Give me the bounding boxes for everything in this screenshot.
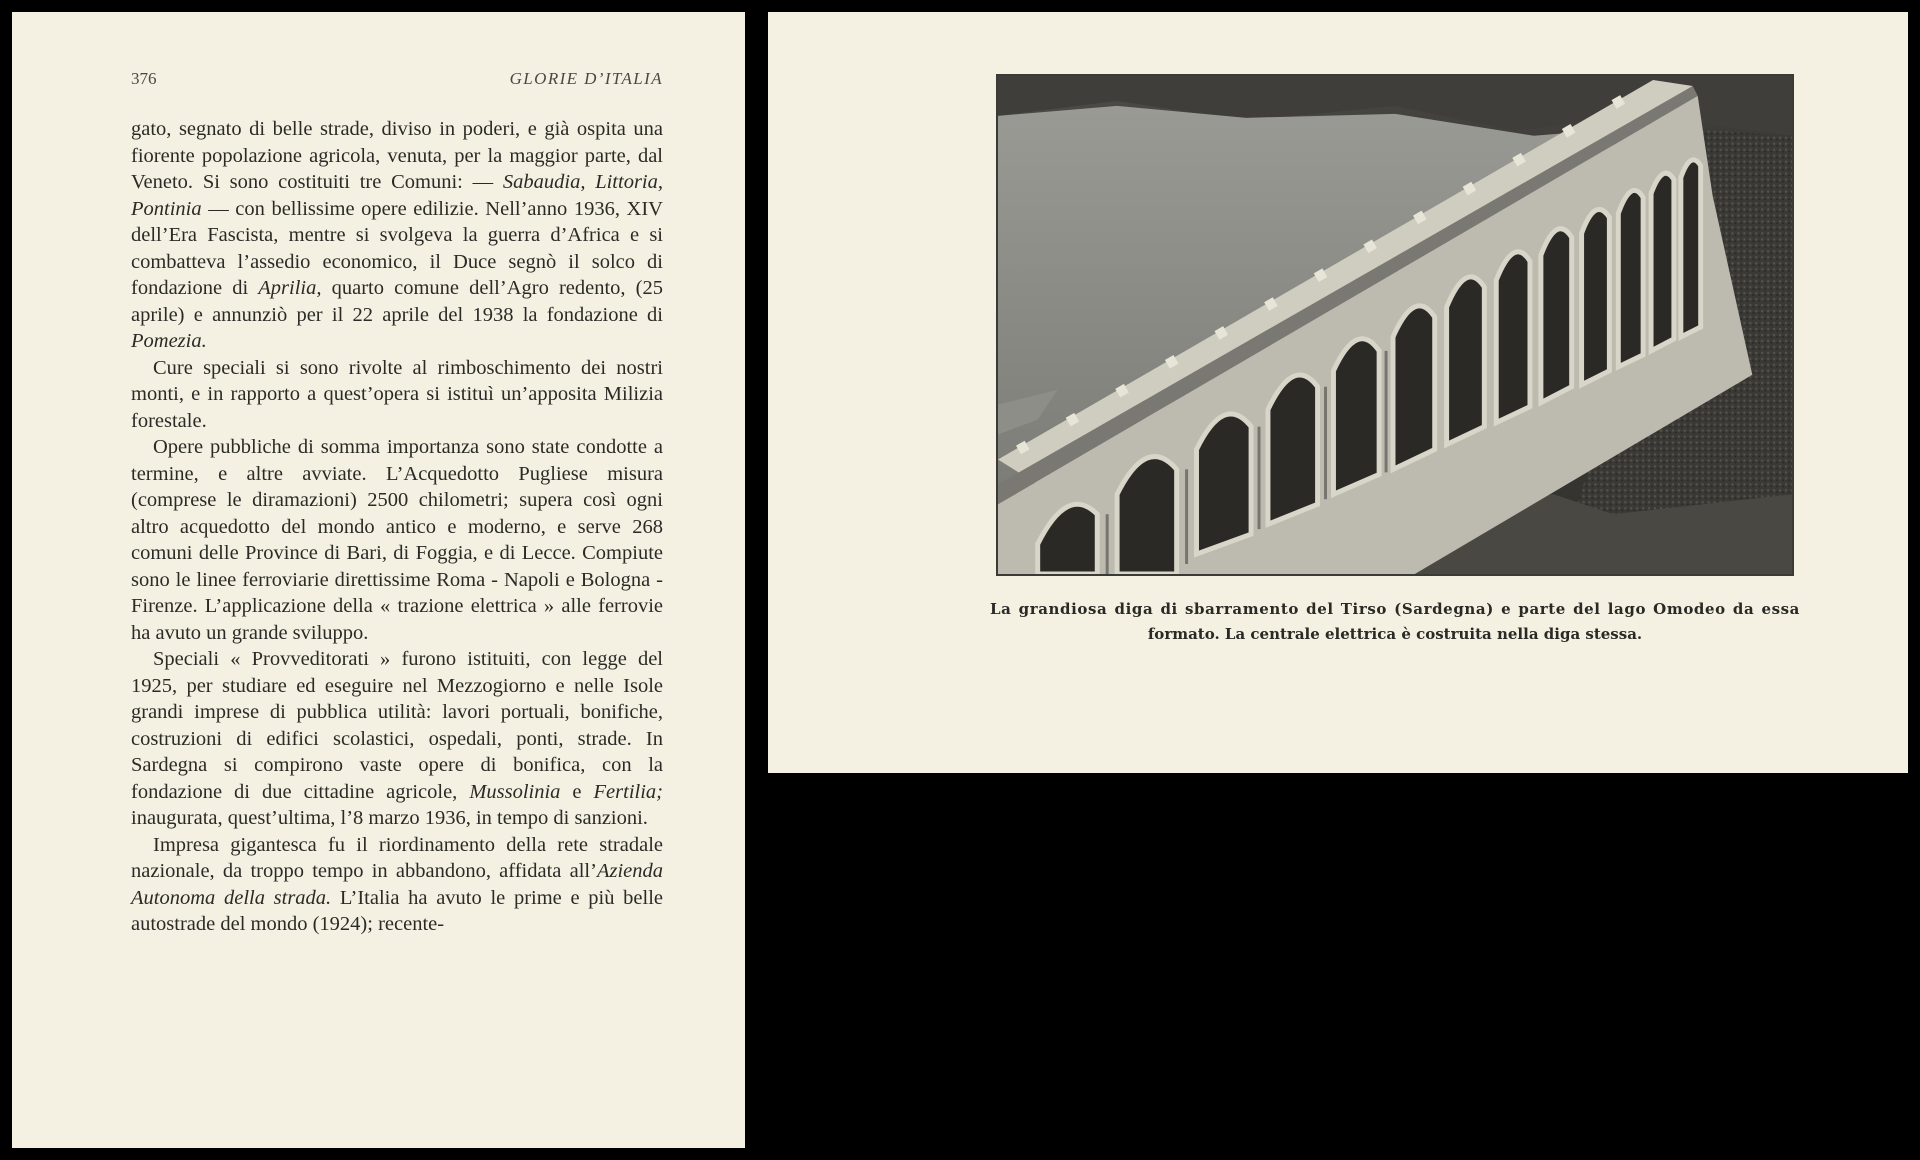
- text-run: Opere pubbliche di somma importanza sono state condotte a termine, e altre avviate. L’Acquedotto Pugliese misura (comprese le diramazioni) 2500 chilometri; supera così ogni altro acquedotto del mondo antico e moderno, e serve 268 comuni delle Province di Bari, di Foggia, e di Lecce. Compiute sono le linee ferroviarie direttissime Roma - Napoli e Bologna - Firenze. L’applicazione della « trazione elettrica » alle ferrovie ha avuto un grande sviluppo.: [131, 436, 663, 644]
- text-run: Cure speciali si sono rivolte al rimboschimento dei nostri monti, e in rapporto a quest’opera si istituì un’apposita Milizia forestale.: [131, 356, 663, 432]
- text-run: inaugurata, quest’ultima, l’8 marzo 1936, in tempo di sanzioni.: [131, 807, 648, 829]
- dam-photo: [996, 74, 1794, 576]
- page-number: 376: [131, 69, 157, 88]
- paragraph: [131, 434, 663, 646]
- italic-text: Pomezia.: [131, 330, 207, 352]
- text-run: — con bellissime opere edilizie. Nell’anno 1936, XIV dell’Era Fascista, mentre si svolgeva la guerra d’Africa e si combatteva l’assedio economico, il Duce segnò il solco di fondazione di: [131, 197, 663, 299]
- italic-text: Aprilia,: [258, 277, 322, 299]
- paragraph: [131, 116, 663, 355]
- dam-illustration: [998, 76, 1792, 574]
- body-text: [131, 116, 663, 938]
- paragraph: [131, 355, 663, 435]
- text-run: gato, segnato di belle strade, diviso in poderi, e già ospita una fiorente popolazione agricola, venuta, per la maggior parte, dal Veneto. Si sono costituiti tre Comuni: —: [131, 118, 663, 193]
- italic-text: Fertilia;: [593, 780, 663, 803]
- caption-line-1: La grandiosa diga di sbarramento del Tirso (Sardegna) e parte del lago Omodeo da essa: [990, 600, 1800, 618]
- left-page: [12, 12, 745, 1148]
- running-title: GLORIE D’ITALIA: [509, 69, 663, 88]
- caption-line-2: formato. La centrale elettrica è costruita nella diga stessa.: [1147, 625, 1643, 643]
- photo-caption: [990, 597, 1800, 647]
- text-run: Impresa gigantesca fu il riordinamento della rete stradale nazionale, da troppo tempo in abbandono, affidata all’: [131, 833, 663, 882]
- italic-text: Sabaudia, Littoria, Pontinia: [131, 171, 663, 220]
- paragraph: [131, 832, 663, 938]
- text-run: L’Italia ha avuto le prime e più belle autostrade del mondo (1924); recente-: [131, 886, 663, 935]
- text-run: Speciali « Provveditorati » furono istituiti, con legge del 1925, per studiare ed eseguire nel Mezzogiorno e nelle Isole grandi imprese di pubblica utilità: lavori portuali, bonifiche, costruzioni di edifici scolastici, ospedali, ponti, strade. In Sardegna si compirono vaste opere di bonifica, con la fondazione di due cittadine agricole,: [131, 648, 663, 803]
- text-run: e: [560, 780, 594, 803]
- italic-text: Azienda Autonoma della strada.: [131, 860, 663, 909]
- paragraph: [131, 646, 663, 832]
- text-run: quarto comune dell’Agro redento, (25 aprile) e annunziò per il 22 aprile del 1938 la fondazione di: [131, 277, 663, 326]
- italic-text: Mussolinia: [469, 780, 561, 803]
- right-page: [768, 12, 1908, 773]
